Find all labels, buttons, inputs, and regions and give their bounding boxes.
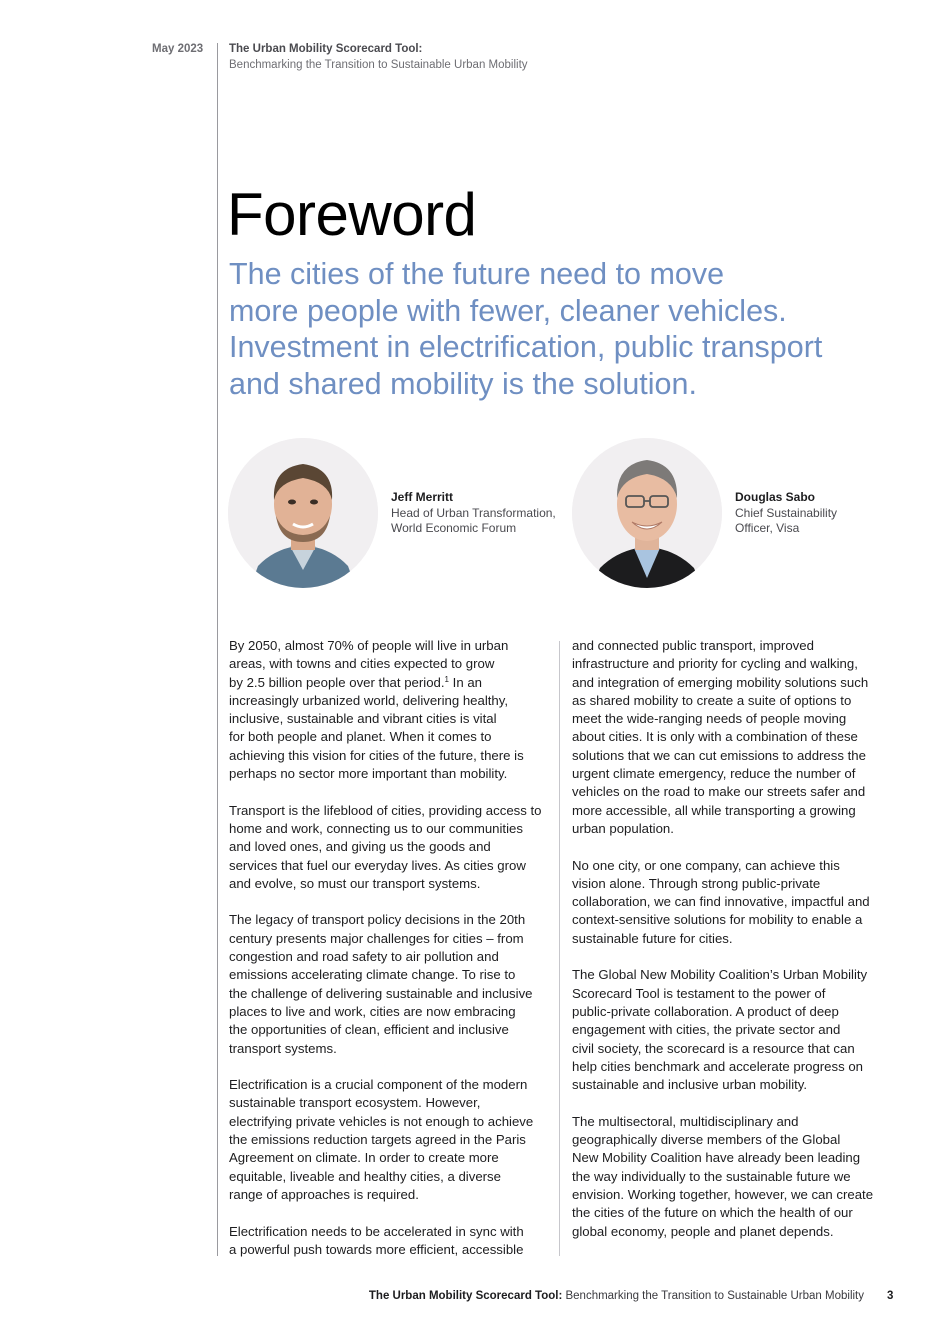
person-role: Officer, Visa [735,521,800,535]
text-line: Agreement on climate. In order to create more [229,1150,499,1166]
person-name: Jeff Merritt [391,490,454,504]
text-line: and connected public transport, improved [572,638,814,653]
text-line: the cities of the future on which the health of our [572,1205,853,1221]
text-line: increasingly urbanized world, delivering healthy, [229,692,509,708]
portrait-douglas-sabo [572,438,722,588]
text-line: envision. Working together, however, we can create [572,1186,874,1202]
text-line: the opportunities of clean, efficient and inclusive [229,1022,509,1038]
text-line: places to live and work, cities are now embracing [229,1003,516,1019]
portrait-photo [572,438,722,588]
lead-line: and shared mobility is the solution. [229,366,697,401]
text-line: The Global New Mobility Coalition’s Urban Mobility [572,967,868,983]
text-line: range of approaches is required. [229,1186,419,1202]
margin-rule [217,43,218,1256]
text-line: transport systems. [229,1040,337,1056]
paragraph [572,857,897,948]
portrait-photo [228,438,378,588]
text-line: Electrification is a crucial component of the modern [229,1077,528,1093]
text-line: solutions that we can cut emissions to address the [572,747,866,763]
paragraph [229,1076,554,1204]
text-fragment: In an [449,674,482,690]
column-divider [559,641,560,1256]
text-line: the challenge of delivering sustainable and inclusive [229,985,533,1001]
text-line: help cities benchmark and accelerate progress on [572,1058,864,1074]
text-line: a powerful push towards more efficient, accessible [229,1241,524,1257]
person-name: Douglas Sabo [735,490,816,504]
footer-title-rest: Benchmarking the Transition to Sustainable Urban Mobility [562,1290,864,1302]
text-line: The legacy of transport policy decisions in the 20th [229,912,526,928]
text-line: urban population. [572,820,674,836]
text-line: Electrification needs to be accelerated in sync with [229,1223,524,1239]
text-line: emissions accelerating climate change. To rise to [229,967,516,983]
lead-line: more people with fewer, cleaner vehicles. [229,293,787,328]
text-line: Scorecard Tool is testament to the power of [572,985,826,1001]
text-line: vision alone. Through strong public-private [572,875,821,891]
text-line: global economy, people and planet depends. [572,1223,834,1239]
person-role: Chief Sustainability [735,505,838,520]
text-line: Transport is the lifeblood of cities, providing access to [229,802,542,818]
text-line: sustainable and inclusive urban mobility. [572,1077,808,1093]
text-line: electrifying private vehicles is not enough to achieve [229,1113,534,1129]
footnote-ref: 1 [444,674,449,684]
paragraph [229,802,554,893]
body-column-left [229,637,554,1277]
person-role: Head of Urban Transformation, [391,505,556,520]
text-line: sustainable transport ecosystem. However, [229,1095,481,1111]
text-line: as shared mobility to create a suite of options to [572,692,852,708]
text-line: engagement with cities, the private sector and [572,1022,841,1038]
text-line: more accessible, all while transporting a growing [572,802,856,818]
text-line: the emissions reduction targets agreed in the Paris [229,1132,526,1148]
text-line: public-private collaboration. A product of deep [572,1003,839,1019]
header-subtitle: Benchmarking the Transition to Sustainable Urban Mobility [229,59,528,71]
text-fragment: by 2.5 billion people over that period. [229,674,445,690]
text-line: and evolve, so must our transport systems. [229,875,481,891]
text-line: the way individually to the sustainable future we [572,1168,851,1184]
text-line: civil society, the scorecard is a resource that can [572,1040,855,1056]
text-line: perhaps no sector more important than mobility. [229,766,508,782]
text-line: achieving this vision for cities of the future, there is [229,747,524,763]
text-line: areas, with towns and cities expected to grow [229,656,495,672]
paragraph [229,1223,554,1260]
lead-line: Investment in electrification, public transport [229,330,823,364]
text-line: century presents major challenges for cities – from [229,930,524,946]
text-line: collaboration, we can find innovative, impactful and [572,894,870,910]
page-number: 3 [887,1290,894,1302]
lead-line: The cities of the future need to move [229,257,725,291]
text-line: geographically diverse members of the Global [572,1132,841,1148]
text-line: New Mobility Coalition have already been leading [572,1150,861,1166]
footer-running-title [369,1290,864,1302]
text-line: infrastructure and priority for cycling and walking, [572,656,858,672]
text-line: equitable, liveable and healthy cities, a diverse [229,1168,501,1184]
text-line: sustainable future for cities. [572,930,733,946]
paragraph [572,1113,897,1241]
header-title: The Urban Mobility Scorecard Tool: [229,43,423,55]
body-column-right [572,637,897,1259]
text-line: about cities. It is only with a combination of these [572,729,858,745]
paragraph [572,966,897,1094]
text-line: home and work, connecting us to our communities [229,820,523,836]
text-line: context-sensitive solutions for mobility to enable a [572,912,863,928]
text-line: vehicles on the road to make our streets safer and [572,784,866,800]
text-line: congestion and road safety to air pollution and [229,949,499,965]
person-role: World Economic Forum [391,521,517,535]
paragraph [229,637,554,783]
header-date: May 2023 [152,43,204,55]
person-card-douglas-sabo [735,490,837,537]
person-card-jeff-merritt [391,490,556,537]
lead-statement [229,256,869,402]
text-line: for both people and planet. When it comes to [229,729,492,745]
text-line: No one city, or one company, can achieve this [572,857,840,873]
text-line: and integration of emerging mobility solutions such [572,674,869,690]
text-line [229,674,554,692]
text-line: The multisectoral, multidisciplinary and [572,1113,799,1129]
paragraph [229,911,554,1057]
text-line: and loved ones, and giving us the goods and [229,839,491,855]
text-line: meet the wide-ranging needs of people moving [572,711,847,727]
text-line: services that fuel our everyday lives. As cities grow [229,857,526,873]
footer-title-bold: The Urban Mobility Scorecard Tool: [368,1290,563,1302]
text-line: urgent climate emergency, reduce the number of [572,766,856,782]
text-line: By 2050, almost 70% of people will live in urban [229,638,509,653]
page-title: Foreword [227,181,477,248]
paragraph [572,637,897,838]
text-line: inclusive, sustainable and vibrant cities is vital [229,711,497,727]
portrait-jeff-merritt [228,438,378,588]
